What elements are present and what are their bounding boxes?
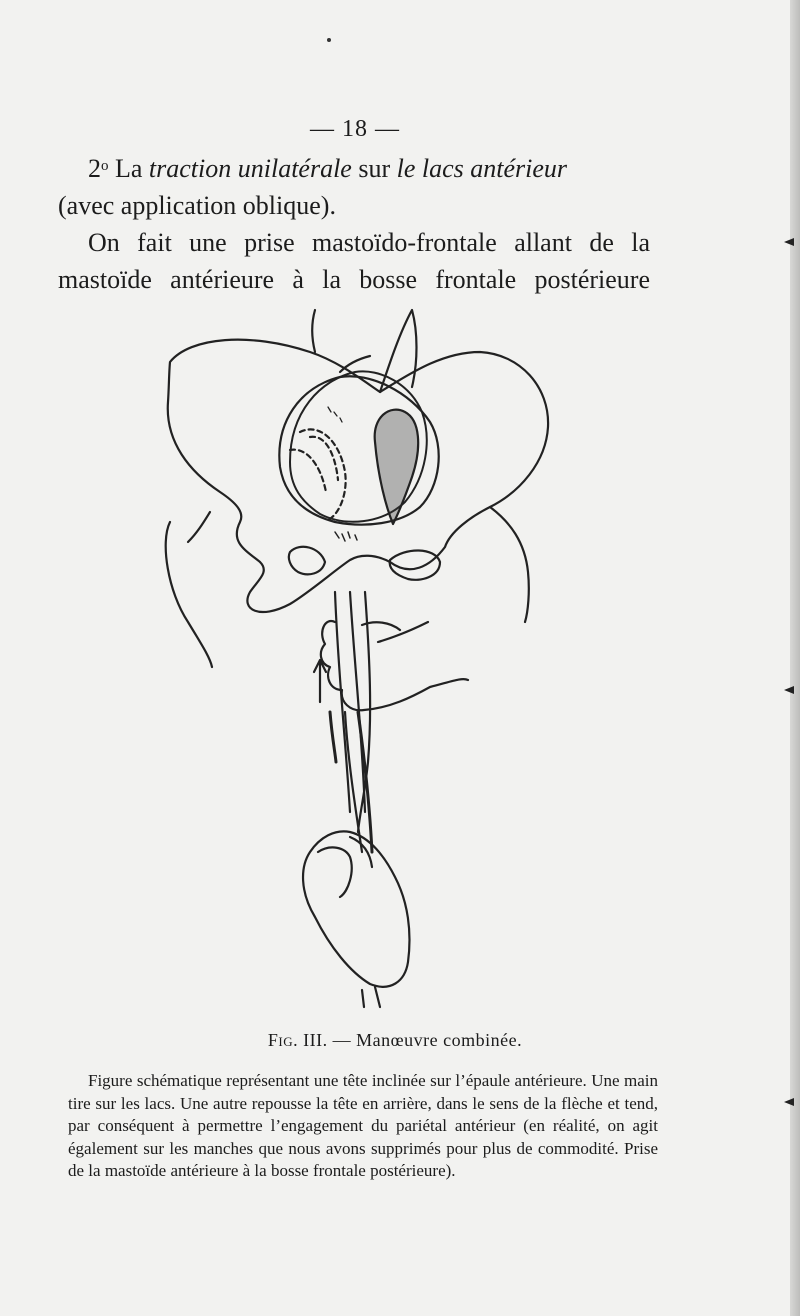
pelvis-outline: [168, 340, 548, 612]
italic-traction: traction unilatérale: [148, 154, 352, 183]
margin-mark-middle: [784, 686, 794, 694]
figure-title: — Manœuvre combinée.: [327, 1030, 523, 1050]
paragraph-2: On fait une prise mastoïdo-frontale allant de la mastoïde antérieure à la bosse frontale postérieure: [58, 228, 650, 294]
body-text: [58, 150, 650, 298]
pushing-hand: [303, 831, 409, 986]
ink-dot: [327, 38, 331, 42]
italic-lacs: le lacs antérieur: [396, 154, 568, 183]
item-number-superscript: o: [101, 158, 109, 174]
item-number: 2: [88, 154, 101, 183]
obturator-right: [390, 550, 440, 579]
figure-note: [68, 1070, 658, 1183]
upper-arm-left: [312, 310, 315, 352]
page-edge: [790, 0, 800, 1316]
obturator-left: [289, 547, 325, 575]
figure-label: Fig. III.: [267, 1030, 328, 1050]
text-la: La: [108, 154, 149, 183]
pulling-hand: [321, 621, 468, 710]
margin-mark-top: [784, 238, 794, 246]
page-number: — 18 —: [310, 116, 400, 142]
paragraph-1: [58, 150, 650, 224]
figure-caption: [0, 1030, 790, 1051]
dashed-grip: [300, 429, 346, 520]
figure-note-text: Figure schématique représentant une tête inclinée sur l’épaule antérieure. Une main tire sur les lacs. Une autre repousse la tête en arrière, dans le sens de la flèche et tend, par conséquent à permettre l’engagement du pariétal antérieur (en réalité, on agit également sur les manches que nous avons supprimés pour plus de commodité. Prise de la mastoïde antérieure à la bosse frontale postérieure).: [68, 1071, 658, 1180]
text-sur: sur: [351, 154, 397, 183]
forceps-blade: [375, 410, 419, 524]
lace-1: [335, 592, 350, 812]
arrow: [314, 660, 326, 702]
margin-mark-bottom: [784, 1098, 794, 1106]
paragraph-1-line-2: (avec application oblique).: [58, 191, 336, 220]
figure-illustration: [150, 292, 570, 1014]
